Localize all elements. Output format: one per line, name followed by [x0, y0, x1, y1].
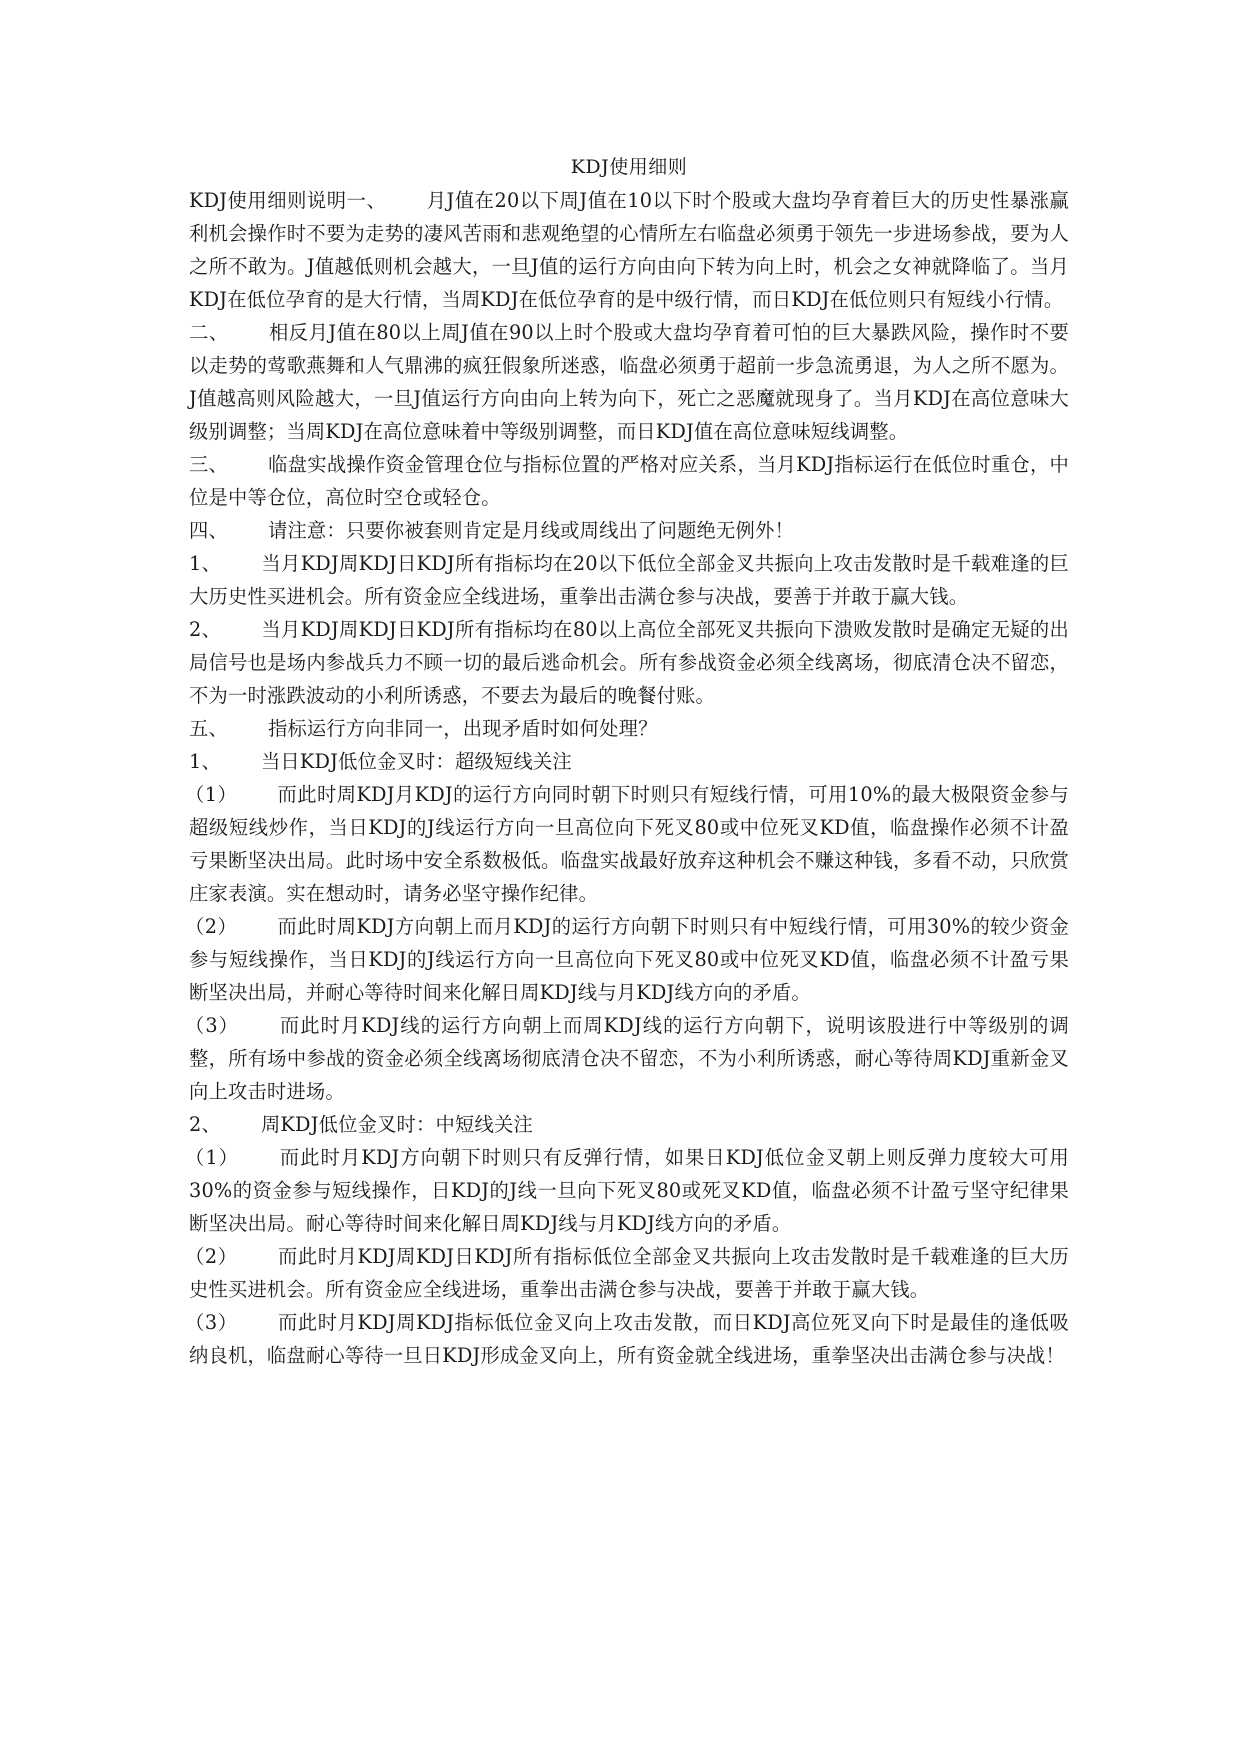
- paragraph-body: 相反月J值在80以上周J值在90以上时个股或大盘均孕育着可怕的巨大暴跌风险，操作时不要以走势的莺歌燕舞和人气鼎沸的疯狂假象所迷惑，临盘必须勇于超前一步急流勇退，为人之所不愿为。J值越高则风险越大，一旦J值运行方向由向上转为向下，死亡之恶魔就现身了。当月KDJ在高位意味大级别调整；当周KDJ在高位意味着中等级别调整，而日KDJ值在高位意味短线调整。: [189, 321, 1069, 443]
- paragraph-lead: 二、: [189, 321, 229, 344]
- paragraph-lead: （1）: [185, 783, 238, 806]
- paragraph-4: [189, 514, 1069, 547]
- paragraph-6: [189, 613, 1069, 712]
- paragraph-1: [189, 184, 1069, 316]
- paragraph-lead: 1、: [189, 750, 221, 773]
- paragraph-15: [185, 1306, 1069, 1372]
- paragraph-lead: （3）: [185, 1311, 238, 1334]
- paragraph-body: 而此时月KDJ周KDJ日KDJ所有指标低位全部金叉共振向上攻击发散时是千载难逢的巨大历史性买进机会。所有资金应全线进场，重拳出击满仓参与决战，要善于并敢于赢大钱。: [189, 1245, 1069, 1301]
- paragraph-lead: 三、: [189, 453, 229, 476]
- paragraph-body: 而此时月KDJ周KDJ指标低位金叉向上攻击发散，而日KDJ高位死叉向下时是最佳的逢低吸纳良机，临盘耐心等待一旦日KDJ形成金叉向上，所有资金就全线进场，重拳坚决出击满仓参与决战！: [189, 1311, 1069, 1367]
- paragraph-body: 指标运行方向非同一，出现矛盾时如何处理？: [267, 717, 658, 740]
- document-title: KDJ使用细则: [570, 156, 688, 178]
- paragraph-lead: （2）: [185, 915, 238, 938]
- paragraph-9: [185, 778, 1070, 910]
- paragraph-10: [185, 910, 1070, 1009]
- paragraph-lead: 四、: [189, 519, 228, 542]
- paragraph-body: 而此时周KDJ方向朝上而月KDJ的运行方向朝下时则只有中短线行情，可用30%的较少资金参与短线操作，当日KDJ的J线运行方向一旦高位向下死叉80或中位死叉KD值，临盘必须不计盈亏果断坚决出局，并耐心等待时间来化解日周KDJ线与月KDJ线方向的矛盾。: [189, 915, 1070, 1004]
- paragraph-body: 当月KDJ周KDJ日KDJ所有指标均在20以下低位全部金叉共振向上攻击发散时是千载难逢的巨大历史性买进机会。所有资金应全线进场，重拳出击满仓参与决战，要善于并敢于赢大钱。: [189, 552, 1070, 608]
- paragraph-3: [189, 448, 1069, 514]
- paragraph-lead: 2、: [189, 618, 222, 641]
- paragraph-lead: 1、: [189, 552, 222, 575]
- paragraph-body: 临盘实战操作资金管理仓位与指标位置的严格对应关系，当月KDJ指标运行在低位时重仓，中位是中等仓位，高位时空仓或轻仓。: [189, 453, 1069, 509]
- paragraph-lead: （2）: [185, 1245, 238, 1268]
- paragraph-lead: KDJ使用细则说明一、: [189, 189, 387, 212]
- document-page: [185, 150, 1070, 1372]
- paragraph-body: 而此时月KDJ方向朝下时则只有反弹行情，如果日KDJ低位金叉朝上则反弹力度较大可用30%的资金参与短线操作，日KDJ的J线一旦向下死叉80或死叉KD值，临盘必须不计盈亏坚守纪律果断坚决出局。耐心等待时间来化解日周KDJ线与月KDJ线方向的矛盾。: [189, 1146, 1069, 1235]
- paragraph-lead: 2、: [189, 1113, 221, 1136]
- paragraph-13: [185, 1141, 1069, 1240]
- paragraph-body: 请注意：只要你被套则肯定是月线或周线出了问题绝无例外！: [267, 519, 794, 542]
- paragraph-body: 而此时周KDJ月KDJ的运行方向同时朝下时则只有短线行情，可用10%的最大极限资金参与超级短线炒作，当日KDJ的J线运行方向一旦高位向下死叉80或中位死叉KD值，临盘操作必须不计盈亏果断坚决出局。此时场中安全系数极低。临盘实战最好放弃这种机会不赚这种钱，多看不动，只欣赏庄家表演。实在想动时，请务必坚守操作纪律。: [189, 783, 1070, 905]
- paragraph-lead: （3）: [185, 1014, 240, 1037]
- paragraph-11: [185, 1009, 1069, 1108]
- paragraph-body: 当日KDJ低位金叉时：超级短线关注: [260, 750, 572, 773]
- paragraph-lead: （1）: [185, 1146, 240, 1169]
- paragraph-body: 周KDJ低位金叉时：中短线关注: [260, 1113, 533, 1136]
- paragraph-7: [189, 712, 1069, 745]
- paragraph-12: [189, 1108, 1069, 1141]
- paragraph-5: [189, 547, 1069, 613]
- paragraph-body: 月J值在20以下周J值在10以下时个股或大盘均孕育着巨大的历史性暴涨赢利机会操作时不要为走势的凄风苦雨和悲观绝望的心情所左右临盘必须勇于领先一步进场参战，要为人之所不敢为。J值越低则机会越大，一旦J值的运行方向由向下转为向上时，机会之女神就降临了。当月KDJ在低位孕育的是大行情，当周KDJ在低位孕育的是中级行情，而日KDJ在低位则只有短线小行情。: [189, 189, 1070, 311]
- paragraph-body: 当月KDJ周KDJ日KDJ所有指标均在80以上高位全部死叉共振向下溃败发散时是确定无疑的出局信号也是场内参战兵力不顾一切的最后逃命机会。所有参战资金必须全线离场，彻底清仓决不留恋，不为一时涨跌波动的小利所诱惑，不要去为最后的晚餐付账。: [189, 618, 1070, 707]
- paragraph-lead: 五、: [189, 717, 228, 740]
- paragraph-body: 而此时月KDJ线的运行方向朝上而周KDJ线的运行方向朝下，说明该股进行中等级别的调整，所有场中参战的资金必须全线离场彻底清仓决不留恋，不为小利所诱惑，耐心等待周KDJ重新金叉向上攻击时进场。: [189, 1014, 1069, 1103]
- paragraph-8: [189, 745, 1069, 778]
- paragraph-2: [189, 316, 1069, 448]
- paragraph-14: [185, 1240, 1069, 1306]
